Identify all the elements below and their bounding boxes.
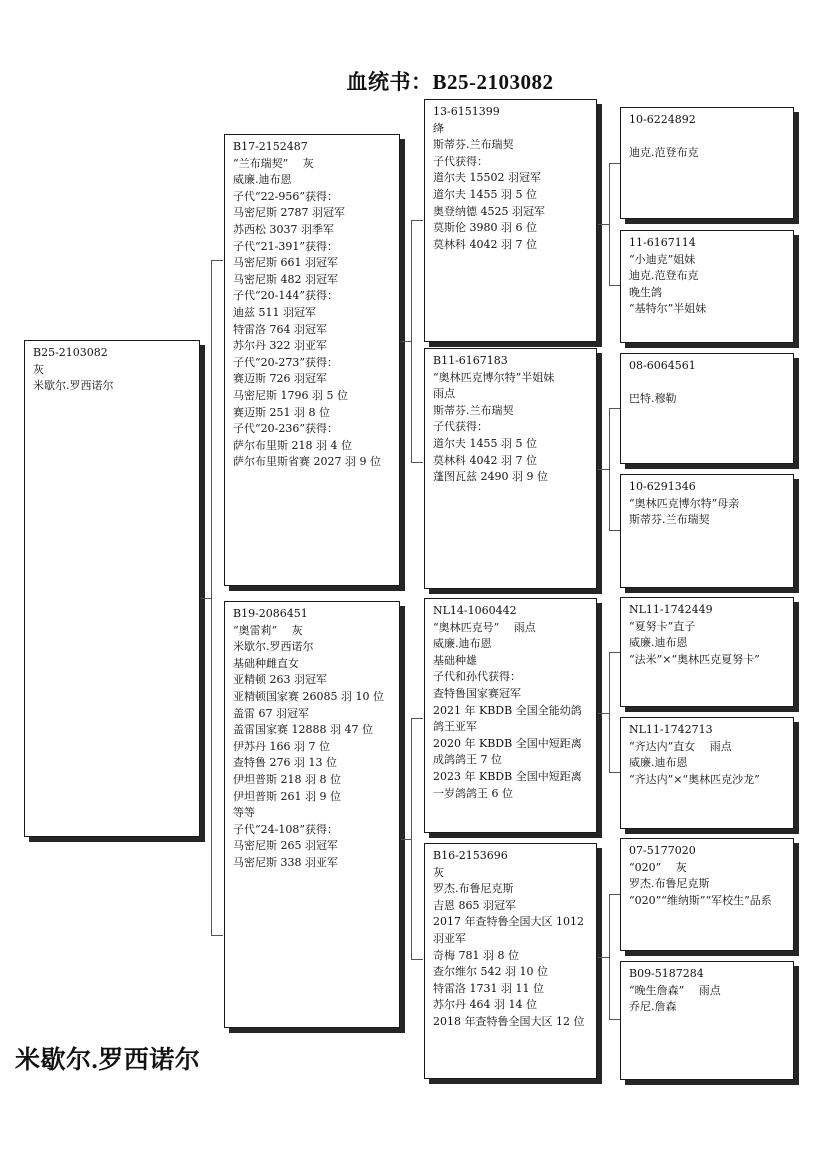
dss-info-line: NL11-1742449	[629, 603, 713, 616]
dss-info-line: 威廉.迪布恩	[629, 636, 688, 650]
connector-sd-tick	[598, 469, 609, 470]
connector-sire	[411, 220, 423, 463]
dam-info-line: 马密尼斯 265 羽冠军	[233, 839, 338, 853]
sire-info-line: 迪兹 511 羽冠军	[233, 305, 316, 319]
dds-info-line: 罗杰.布鲁尼克斯	[629, 877, 710, 891]
sire-info-line: 子代“21-391”获得：	[233, 239, 338, 253]
ss-info-line: 道尔夫 1455 羽 5 位	[433, 187, 537, 201]
sdd-info-line: “奥林匹克博尔特”母亲	[629, 496, 740, 510]
dam-info-line: 伊坦普斯 261 羽 9 位	[233, 789, 341, 803]
sire-info-line: 子代“20-236”获得：	[233, 422, 338, 436]
ss-info-line: 绛	[433, 121, 444, 135]
dam-info-line: B19-2086451	[233, 607, 308, 620]
dam-info-line: 子代“24-108”获得：	[233, 822, 338, 836]
dd-info-line: 吉恩 865 羽冠军	[433, 898, 516, 912]
dam-dam-card	[424, 843, 597, 1079]
dam-info-line: 盖雷国家赛 12888 羽 47 位	[233, 723, 373, 737]
sire-info-line: 苏尔丹 322 羽亚军	[233, 339, 327, 353]
sd-info-line: “奥林匹克博尔特”半姐妹	[433, 370, 555, 384]
ssd-info-line: 晚生鸽	[629, 285, 662, 299]
dd-info-line: 2017 年查特鲁全国大区 1012 羽亚军	[433, 915, 584, 945]
connector-dam	[411, 718, 423, 960]
connector-sire-tick	[401, 341, 411, 342]
dam-info-line: 等等	[233, 806, 255, 820]
connector-subject	[211, 260, 223, 936]
connector-sd	[609, 408, 620, 531]
ddd-info-line: “晚生詹森” 雨点	[629, 983, 721, 997]
sss-info-line: 迪克.范登布克	[629, 146, 699, 160]
subject-info-line: 米歇尔.罗西诺尔	[33, 379, 114, 393]
dam-sire-sire-card	[620, 597, 794, 707]
dd-info-line: B16-2153696	[433, 849, 508, 862]
owner-name: 米歇尔.罗西诺尔	[15, 1047, 201, 1074]
connector-subject-tick	[201, 598, 211, 599]
dd-info-line: 灰	[433, 865, 444, 879]
dss-info-line: “夏努卡”直子	[629, 619, 696, 633]
connector-ss-tick	[598, 224, 609, 225]
ds-info-line: “奥林匹克号” 雨点	[433, 620, 536, 634]
sire-info-line: 马密尼斯 2787 羽冠军	[233, 206, 345, 220]
connector-dam-tick	[401, 839, 411, 840]
ds-info-line: 威廉.迪布恩	[433, 637, 492, 651]
connector-ds-tick	[598, 713, 609, 714]
dam-info-line: 基础种雌直女	[233, 656, 299, 670]
sd-info-line: B11-6167183	[433, 354, 508, 367]
sss-info-line: 10-6224892	[629, 113, 696, 126]
ds-info-line: 基础种雄	[433, 653, 477, 667]
dd-info-line: 罗杰.布鲁尼克斯	[433, 882, 514, 896]
sire-dam-sire-card	[620, 353, 794, 464]
sds-info-line	[629, 375, 788, 392]
ssd-info-line: 迪克.范登布克	[629, 269, 699, 283]
pedigree-title: 血统书：B25-2103082	[346, 70, 554, 94]
sire-info-line: 马密尼斯 661 羽冠军	[233, 256, 338, 270]
sire-info-line: 特雷洛 764 羽冠军	[233, 322, 327, 336]
sire-info-line: 子代“22-956”获得：	[233, 189, 338, 203]
dsd-info-line: 威廉.迪布恩	[629, 756, 688, 770]
subject-info-line: B25-2103082	[33, 346, 108, 359]
dam-sire-card	[424, 598, 597, 833]
ss-info-line: 子代获得：	[433, 154, 488, 168]
dam-info-line: 米歇尔.罗西诺尔	[233, 640, 314, 654]
sds-info-line: 巴特.穆勒	[629, 392, 677, 406]
subject-info-line: 灰	[33, 362, 44, 376]
dam-info-line: 亚精顿 263 羽冠军	[233, 673, 327, 687]
sd-info-line: 蓬图瓦兹 2490 羽 9 位	[433, 470, 548, 484]
ss-info-line: 道尔夫 15502 羽冠军	[433, 171, 541, 185]
sd-info-line: 道尔夫 1455 羽 5 位	[433, 436, 537, 450]
sire-info-line: 赛迈斯 726 羽冠军	[233, 372, 327, 386]
sd-info-line: 莫林科 4042 羽 7 位	[433, 453, 537, 467]
connector-ds	[609, 652, 620, 773]
sire-info-line: 赛迈斯 251 羽 8 位	[233, 405, 330, 419]
sds-info-line: 08-6064561	[629, 359, 696, 372]
connector-ss	[609, 163, 620, 286]
ss-info-line: 斯蒂芬.兰布瑞契	[433, 138, 514, 152]
sd-info-line: 斯蒂芬.兰布瑞契	[433, 403, 514, 417]
ss-info-line: 13-6151399	[433, 105, 500, 118]
dam-info-line: 伊坦普斯 218 羽 8 位	[233, 772, 341, 786]
sire-info-line: 苏西松 3037 羽季军	[233, 222, 334, 236]
sire-info-line: 威廉.迪布恩	[233, 173, 292, 187]
sire-info-line: 萨尔布里斯 218 羽 4 位	[233, 438, 352, 452]
ds-info-line: 2020 年 KBDB 全国中短距离成鸽鸽王 7 位	[433, 736, 582, 767]
sire-dam-dam-card	[620, 474, 794, 588]
ds-info-line: NL14-1060442	[433, 604, 517, 617]
dsd-info-line: NL11-1742713	[629, 723, 713, 736]
dam-dam-sire-card	[620, 838, 794, 951]
ds-info-line: 子代和孙代获得：	[433, 670, 521, 684]
ss-info-line: 奥登纳德 4525 羽冠军	[433, 204, 545, 218]
sdd-info-line: 10-6291346	[629, 480, 696, 493]
dd-info-line: 特雷洛 1731 羽 11 位	[433, 981, 544, 995]
sire-info-line: “兰布瑞契” 灰	[233, 156, 314, 170]
sire-info-line: B17-2152487	[233, 140, 308, 153]
ssd-info-line: 11-6167114	[629, 236, 696, 249]
sdd-info-line: 斯蒂芬.兰布瑞契	[629, 513, 710, 527]
dam-dam-dam-card	[620, 961, 794, 1080]
dds-info-line: “020”“维纳斯”“军校生”品系	[629, 893, 772, 907]
dam-card	[224, 601, 400, 1028]
sire-info-line: 子代“20-273”获得：	[233, 355, 338, 369]
dd-info-line: 苏尔丹 464 羽 14 位	[433, 998, 537, 1012]
dsd-info-line: “齐达内”直女 雨点	[629, 739, 732, 753]
ddd-info-line: B09-5187284	[629, 967, 704, 980]
dam-sire-dam-card	[620, 717, 794, 829]
sire-sire-sire-card	[620, 107, 794, 219]
subject-bird-card	[24, 340, 200, 837]
connector-dd-tick	[598, 957, 609, 958]
dam-info-line: 查特鲁 276 羽 13 位	[233, 756, 337, 770]
dam-info-line: “奥雷莉” 灰	[233, 623, 303, 637]
sd-info-line: 子代获得：	[433, 420, 488, 434]
ssd-info-line: “基特尔”半姐妹	[629, 302, 707, 316]
dds-info-line: 07-5177020	[629, 844, 696, 857]
sire-info-line: 子代“20-144”获得：	[233, 289, 338, 303]
dam-info-line: 盖雷 67 羽冠军	[233, 706, 309, 720]
ss-info-line: 莫斯伦 3980 羽 6 位	[433, 221, 537, 235]
dsd-info-line: “齐达内”×“奥林匹克沙龙”	[629, 772, 760, 786]
dss-info-line: “法米”×“奥林匹克夏努卡”	[629, 652, 760, 666]
dds-info-line: “020” 灰	[629, 860, 687, 874]
sire-info-line: 萨尔布里斯省赛 2027 羽 9 位	[233, 455, 381, 469]
ddd-info-line: 乔尼.詹森	[629, 1000, 677, 1014]
sss-info-line	[629, 129, 788, 146]
sire-sire-dam-card	[620, 230, 794, 343]
ds-info-line: 查特鲁国家赛冠军	[433, 686, 521, 700]
sire-info-line: 马密尼斯 482 羽冠军	[233, 272, 338, 286]
ssd-info-line: “小迪克”姐妹	[629, 252, 696, 266]
sire-card	[224, 134, 400, 586]
dam-info-line: 马密尼斯 338 羽亚军	[233, 855, 338, 869]
ds-info-line: 2021 年 KBDB 全国全能幼鸽鸽王亚军	[433, 703, 582, 734]
connector-dd	[609, 894, 620, 1020]
sire-sire-card	[424, 99, 597, 342]
ss-info-line: 莫林科 4042 羽 7 位	[433, 237, 537, 251]
dam-info-line: 亚精顿国家赛 26085 羽 10 位	[233, 689, 384, 703]
sire-info-line: 马密尼斯 1796 羽 5 位	[233, 388, 348, 402]
ds-info-line: 2023 年 KBDB 全国中短距离一岁鸽鸽王 6 位	[433, 769, 582, 800]
sire-dam-card	[424, 348, 597, 589]
dd-info-line: 奇梅 781 羽 8 位	[433, 948, 519, 962]
dd-info-line: 2018 年查特鲁全国大区 12 位	[433, 1014, 585, 1028]
dd-info-line: 查尔维尔 542 羽 10 位	[433, 965, 548, 979]
sd-info-line: 雨点	[433, 387, 455, 401]
dam-info-line: 伊苏丹 166 羽 7 位	[233, 739, 330, 753]
